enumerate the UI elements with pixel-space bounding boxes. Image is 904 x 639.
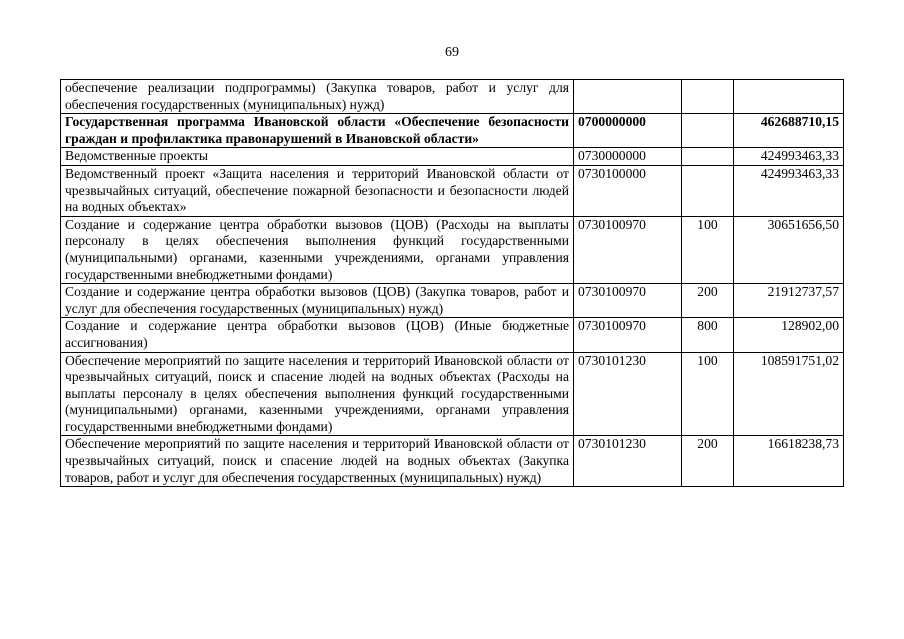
row-type-cell	[682, 114, 734, 148]
row-sum-cell: 16618238,73	[734, 436, 844, 487]
row-type-cell	[682, 148, 734, 166]
row-type-cell: 800	[682, 318, 734, 352]
row-name-cell: Ведомственный проект «Защита населения и территорий Ивановской области от чрезвычайных ситуаций, обеспечение пожарной безопасности и безопасности людей на водных объектах»	[61, 165, 574, 216]
row-sum-cell	[734, 80, 844, 114]
row-code-cell: 0730100970	[574, 216, 682, 283]
row-sum-cell: 108591751,02	[734, 352, 844, 436]
row-sum-cell: 128902,00	[734, 318, 844, 352]
page-number: 69	[445, 45, 459, 60]
row-name-cell: Государственная программа Ивановской области «Обеспечение безопасности граждан и профилактика правонарушений в Ивановской области»	[61, 114, 574, 148]
row-type-cell: 100	[682, 216, 734, 283]
row-sum-cell: 424993463,33	[734, 148, 844, 166]
table-row	[61, 436, 844, 487]
row-sum-cell: 424993463,33	[734, 165, 844, 216]
row-code-cell: 0730101230	[574, 352, 682, 436]
row-type-cell	[682, 80, 734, 114]
row-sum-cell: 21912737,57	[734, 284, 844, 318]
row-type-cell: 200	[682, 284, 734, 318]
table-row	[61, 80, 844, 114]
table-row	[61, 352, 844, 436]
row-name-cell: Создание и содержание центра обработки вызовов (ЦОВ) (Иные бюджетные ассигнования)	[61, 318, 574, 352]
table-row	[61, 284, 844, 318]
row-code-cell: 0700000000	[574, 114, 682, 148]
table-row	[61, 165, 844, 216]
budget-table	[60, 79, 844, 487]
row-code-cell: 0730100970	[574, 284, 682, 318]
row-code-cell: 0730000000	[574, 148, 682, 166]
row-sum-cell: 30651656,50	[734, 216, 844, 283]
row-code-cell: 0730100000	[574, 165, 682, 216]
row-code-cell	[574, 80, 682, 114]
row-type-cell: 100	[682, 352, 734, 436]
row-name-cell: Ведомственные проекты	[61, 148, 574, 166]
row-code-cell: 0730100970	[574, 318, 682, 352]
row-code-cell: 0730101230	[574, 436, 682, 487]
row-type-cell: 200	[682, 436, 734, 487]
row-name-cell: Создание и содержание центра обработки вызовов (ЦОВ) (Закупка товаров, работ и услуг для обеспечения государственных (муниципальных) нужд)	[61, 284, 574, 318]
row-name-cell: Обеспечение мероприятий по защите населения и территорий Ивановской области от чрезвычайных ситуаций, поиск и спасение людей на водных объектах (Закупка товаров, работ и услуг для обеспечения государственных (муниципальных) нужд)	[61, 436, 574, 487]
row-name-cell: обеспечение реализации подпрограммы) (Закупка товаров, работ и услуг для обеспечения государственных (муниципальных) нужд)	[61, 80, 574, 114]
row-name-cell: Обеспечение мероприятий по защите населения и территорий Ивановской области от чрезвычайных ситуаций, поиск и спасение людей на водных объектах (Расходы на выплаты персоналу в целях обеспечения выполнения функций государственными (муниципальными) органами, казенными учреждениями, органами управления государственными внебюджетными фондами)	[61, 352, 574, 436]
table-row	[61, 318, 844, 352]
row-type-cell	[682, 165, 734, 216]
table-row	[61, 114, 844, 148]
row-name-cell: Создание и содержание центра обработки вызовов (ЦОВ) (Расходы на выплаты персоналу в целях обеспечения выполнения функций государственными (муниципальными) органами, казенными учреждениями, органами управления государственными внебюджетными фондами)	[61, 216, 574, 283]
row-sum-cell: 462688710,15	[734, 114, 844, 148]
table-row	[61, 216, 844, 283]
table-row	[61, 148, 844, 166]
